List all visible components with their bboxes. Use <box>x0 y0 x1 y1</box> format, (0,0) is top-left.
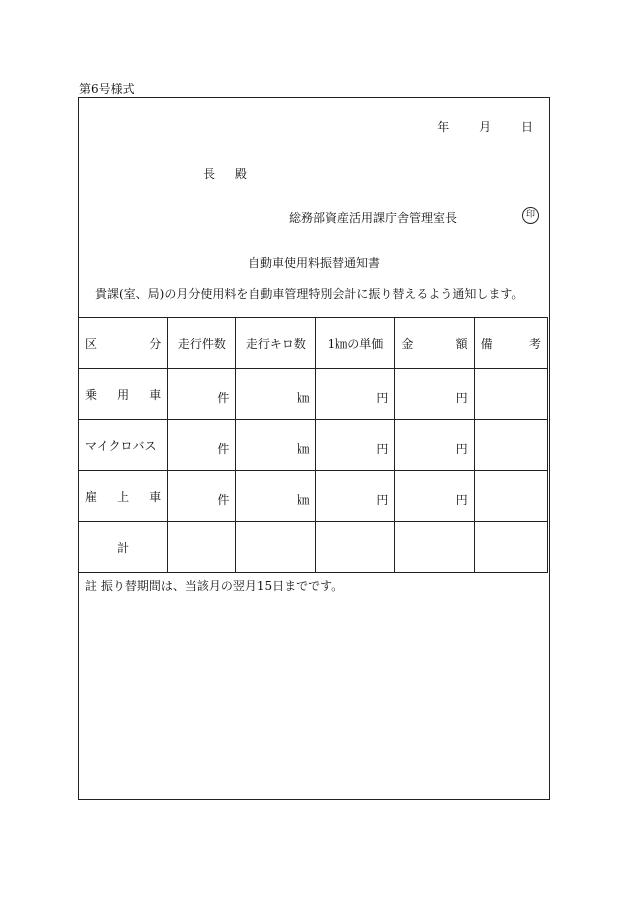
row-label: 乗 用 車 <box>79 369 168 420</box>
row-label: マイクロバス <box>79 420 168 471</box>
total-trip-count-cell <box>168 522 236 573</box>
total-unit-price-cell <box>316 522 395 573</box>
table-row <box>79 471 548 522</box>
notice-form <box>78 97 550 800</box>
header-unit-price: 1㎞の単価 <box>316 318 395 369</box>
year-label: 年 <box>437 120 450 134</box>
header-amount: 金 額 <box>395 318 474 369</box>
trip-count-cell: 件 <box>168 420 236 471</box>
amount-cell: 円 <box>395 369 474 420</box>
day-label: 日 <box>520 120 533 134</box>
unit-price-cell: 円 <box>316 420 395 471</box>
seal-icon: 印 <box>522 207 539 224</box>
distance-cell: ㎞ <box>236 471 316 522</box>
row-label: 雇 上 車 <box>79 471 168 522</box>
remarks-cell <box>474 369 547 420</box>
header-distance: 走行キロ数 <box>236 318 316 369</box>
remarks-cell <box>474 471 547 522</box>
fee-table <box>78 317 548 573</box>
total-distance-cell <box>236 522 316 573</box>
body-text: 貴課(室、局)の月分使用料を自動車管理特別会計に振り替えるよう通知します。 <box>95 287 524 301</box>
distance-cell: ㎞ <box>236 420 316 471</box>
table-row <box>79 420 548 471</box>
header-trip-count: 走行件数 <box>168 318 236 369</box>
amount-cell: 円 <box>395 420 474 471</box>
document-title: 自動車使用料振替通知書 <box>247 256 380 270</box>
header-remarks: 備 考 <box>474 318 547 369</box>
table-header-row <box>79 318 548 369</box>
month-label: 月 <box>479 120 492 134</box>
footnote: 註 振り替期間は、当該月の翌月15日までです。 <box>85 579 344 593</box>
trip-count-cell: 件 <box>168 369 236 420</box>
total-remarks-cell <box>474 522 547 573</box>
form-number: 第6号様式 <box>79 82 135 96</box>
total-amount-cell <box>395 522 474 573</box>
unit-price-cell: 円 <box>316 471 395 522</box>
date-line <box>411 118 533 135</box>
addressee: 長 殿 <box>203 167 255 181</box>
header-category: 区 分 <box>79 318 168 369</box>
remarks-cell <box>474 420 547 471</box>
issuer: 総務部資産活用課庁舎管理室長 <box>289 211 458 225</box>
amount-cell: 円 <box>395 471 474 522</box>
distance-cell: ㎞ <box>236 369 316 420</box>
trip-count-cell: 件 <box>168 471 236 522</box>
table-row <box>79 369 548 420</box>
unit-price-cell: 円 <box>316 369 395 420</box>
total-label: 計 <box>79 522 168 573</box>
table-total-row <box>79 522 548 573</box>
